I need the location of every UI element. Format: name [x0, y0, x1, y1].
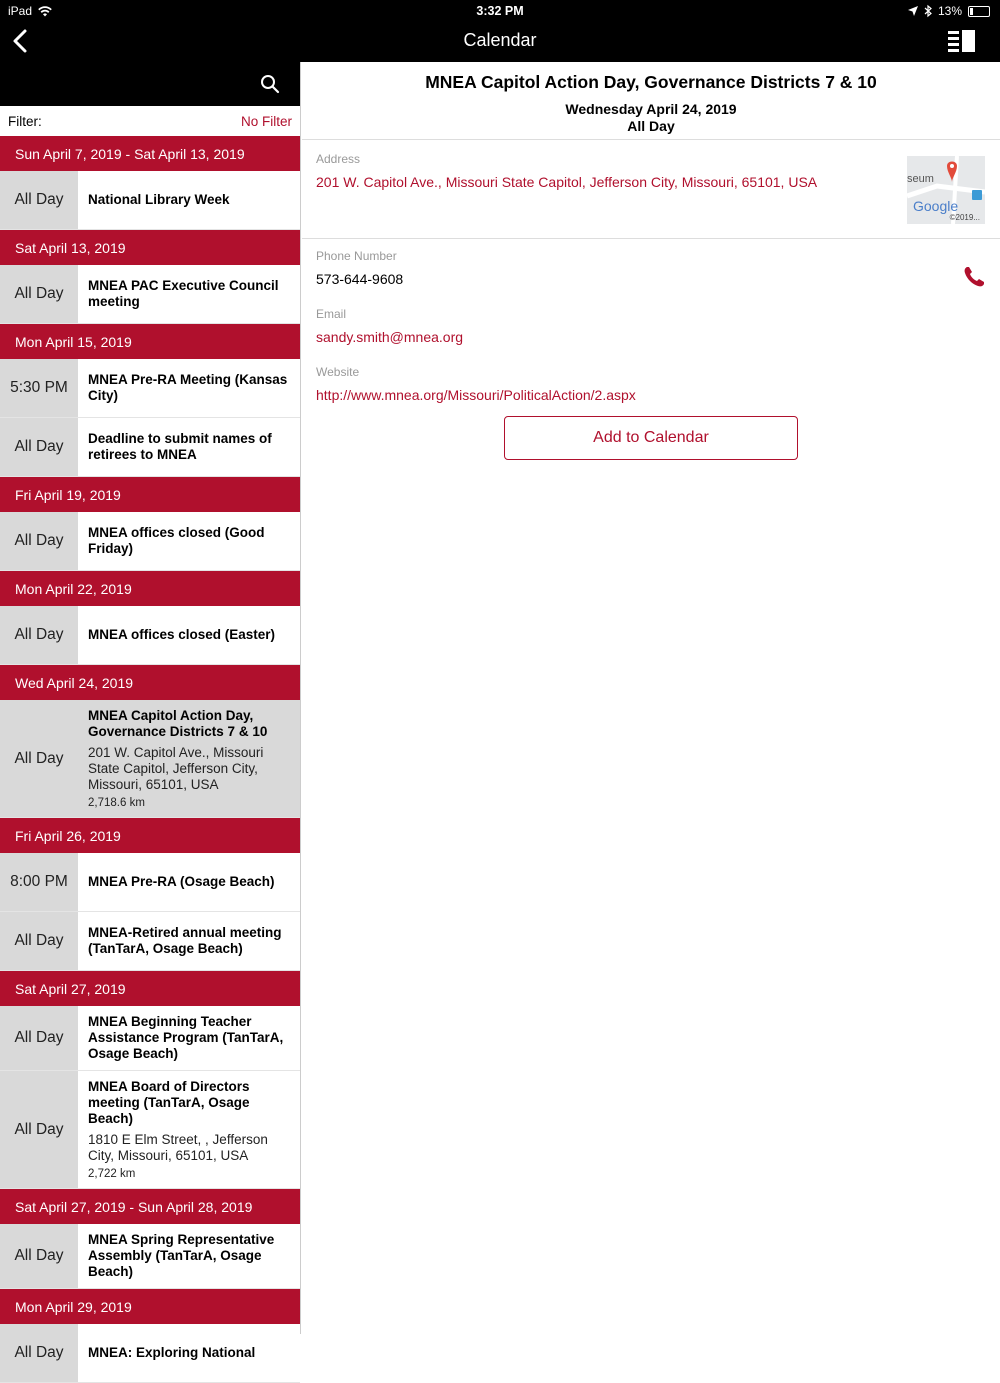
- event-address: 201 W. Capitol Ave., Missouri State Capitol, Jefferson City, Missouri, 65101, USA: [88, 745, 264, 792]
- event-row[interactable]: [0, 1324, 300, 1383]
- event-row[interactable]: [0, 171, 300, 230]
- event-title: Deadline to submit names of retirees to MNEA: [88, 431, 272, 462]
- event-body: [78, 1224, 300, 1288]
- event-body: [78, 912, 300, 970]
- event-row[interactable]: [0, 1006, 300, 1071]
- event-body: [78, 700, 300, 817]
- date-header: Sat April 27, 2019: [0, 971, 300, 1006]
- event-title: MNEA Board of Directors meeting (TanTarA, Osage Beach): [88, 1079, 250, 1126]
- date-header: Sat April 13, 2019: [0, 230, 300, 265]
- date-header: Wed April 24, 2019: [0, 665, 300, 700]
- event-detail-pane: [302, 62, 1000, 1334]
- filter-row: [0, 106, 300, 136]
- event-list: [0, 136, 300, 1383]
- event-body: [78, 1006, 300, 1070]
- event-time: All Day: [0, 912, 78, 970]
- event-row[interactable]: [0, 418, 300, 477]
- event-time: All Day: [0, 418, 78, 476]
- phone-value[interactable]: 573-644-9608: [316, 271, 404, 287]
- device-name: iPad: [8, 4, 33, 18]
- event-title: MNEA offices closed (Easter): [88, 627, 276, 642]
- detail-allday: All Day: [627, 118, 675, 134]
- event-body: [78, 418, 300, 476]
- event-row[interactable]: [0, 700, 300, 818]
- event-body: [78, 265, 300, 323]
- event-distance: 2,722 km: [88, 1168, 136, 1180]
- event-body: [78, 1324, 300, 1382]
- event-row[interactable]: [0, 853, 300, 912]
- address-link[interactable]: 201 W. Capitol Ave., Missouri State Capitol, Jefferson City, Missouri, 65101, USA: [316, 174, 818, 190]
- date-header: Mon April 22, 2019: [0, 571, 300, 606]
- date-header: Sun April 7, 2019 - Sat April 13, 2019: [0, 136, 300, 171]
- filter-value-button[interactable]: No Filter: [240, 113, 292, 129]
- map-brand-text: Google: [913, 198, 959, 214]
- nav-title: Calendar: [463, 30, 537, 50]
- phone-icon[interactable]: [962, 265, 986, 289]
- event-body: [78, 359, 300, 417]
- event-row[interactable]: [0, 359, 300, 418]
- contact-section: [302, 239, 1000, 433]
- add-to-calendar-button[interactable]: Add to Calendar: [504, 416, 798, 460]
- date-header: Fri April 19, 2019: [0, 477, 300, 512]
- event-row[interactable]: [0, 1224, 300, 1289]
- event-title: MNEA Capitol Action Day, Governance Districts 7 & 10: [88, 708, 268, 739]
- detail-header: [302, 62, 1000, 140]
- event-address: 1810 E Elm Street, , Jefferson City, Missouri, 65101, USA: [88, 1132, 268, 1163]
- event-title: MNEA Beginning Teacher Assistance Program (TanTarA, Osage Beach): [88, 1014, 284, 1061]
- battery-percent: 13%: [937, 4, 962, 18]
- event-body: [78, 171, 300, 229]
- status-bar: [0, 0, 1000, 22]
- event-time: All Day: [0, 1324, 78, 1382]
- event-row[interactable]: [0, 912, 300, 971]
- map-thumbnail[interactable]: [907, 156, 985, 224]
- event-title: MNEA Spring Representative Assembly (TanTarA, Osage Beach): [88, 1232, 275, 1279]
- filter-label: Filter:: [8, 113, 42, 129]
- website-item: [316, 365, 986, 403]
- event-title: MNEA Pre-RA (Osage Beach): [88, 874, 275, 889]
- event-body: [78, 606, 300, 664]
- phone-item: [316, 249, 986, 287]
- top-bar: [0, 0, 1000, 62]
- event-title: MNEA Pre-RA Meeting (Kansas City): [88, 372, 288, 403]
- list-view-toggle-icon[interactable]: [948, 30, 976, 52]
- date-header: Fri April 26, 2019: [0, 818, 300, 853]
- event-row[interactable]: [0, 512, 300, 571]
- detail-date: Wednesday April 24, 2019: [565, 101, 737, 117]
- phone-label: Phone Number: [316, 249, 397, 263]
- event-time: All Day: [0, 700, 78, 817]
- event-time: All Day: [0, 1224, 78, 1288]
- event-title: MNEA offices closed (Good Friday): [88, 525, 265, 556]
- event-time: 8:00 PM: [0, 853, 78, 911]
- event-time: All Day: [0, 512, 78, 570]
- event-time: All Day: [0, 606, 78, 664]
- event-title: National Library Week: [88, 192, 230, 207]
- website-label: Website: [316, 365, 360, 379]
- address-label: Address: [316, 152, 361, 166]
- event-time: All Day: [0, 171, 78, 229]
- event-title: MNEA-Retired annual meeting (TanTarA, Osage Beach): [88, 925, 282, 956]
- event-time: All Day: [0, 265, 78, 323]
- event-distance: 2,718.6 km: [88, 797, 145, 809]
- map-copyright-text: ©2019...: [949, 213, 980, 222]
- event-time: All Day: [0, 1006, 78, 1070]
- website-link[interactable]: http://www.mnea.org/Missouri/PoliticalAction/2.aspx: [316, 387, 636, 403]
- map-label-text: seum: [907, 173, 934, 185]
- date-header: Mon April 29, 2019: [0, 1289, 300, 1324]
- search-icon[interactable]: [260, 74, 280, 94]
- event-title: MNEA PAC Executive Council meeting: [88, 278, 279, 309]
- detail-title: MNEA Capitol Action Day, Governance Districts 7 & 10: [425, 72, 877, 92]
- event-body: [78, 853, 300, 911]
- email-link[interactable]: sandy.smith@mnea.org: [316, 329, 464, 345]
- event-row[interactable]: [0, 1071, 300, 1189]
- date-header: Sat April 27, 2019 - Sun April 28, 2019: [0, 1189, 300, 1224]
- event-row[interactable]: [0, 606, 300, 665]
- date-header: Mon April 15, 2019: [0, 324, 300, 359]
- event-time: All Day: [0, 1071, 78, 1188]
- event-body: [78, 1071, 300, 1188]
- bluetooth-icon: [924, 5, 932, 17]
- battery-icon: [968, 6, 990, 17]
- email-item: [316, 307, 986, 345]
- address-section: [302, 140, 1000, 239]
- event-row[interactable]: [0, 265, 300, 324]
- event-list-pane: [0, 62, 301, 1361]
- event-body: [78, 512, 300, 570]
- status-time: 3:32 PM: [476, 4, 524, 18]
- location-arrow-icon: [908, 6, 918, 16]
- email-label: Email: [316, 307, 347, 321]
- event-title: MNEA: Exploring National: [88, 1345, 256, 1360]
- event-time: 5:30 PM: [0, 359, 78, 417]
- search-bar: [0, 62, 300, 106]
